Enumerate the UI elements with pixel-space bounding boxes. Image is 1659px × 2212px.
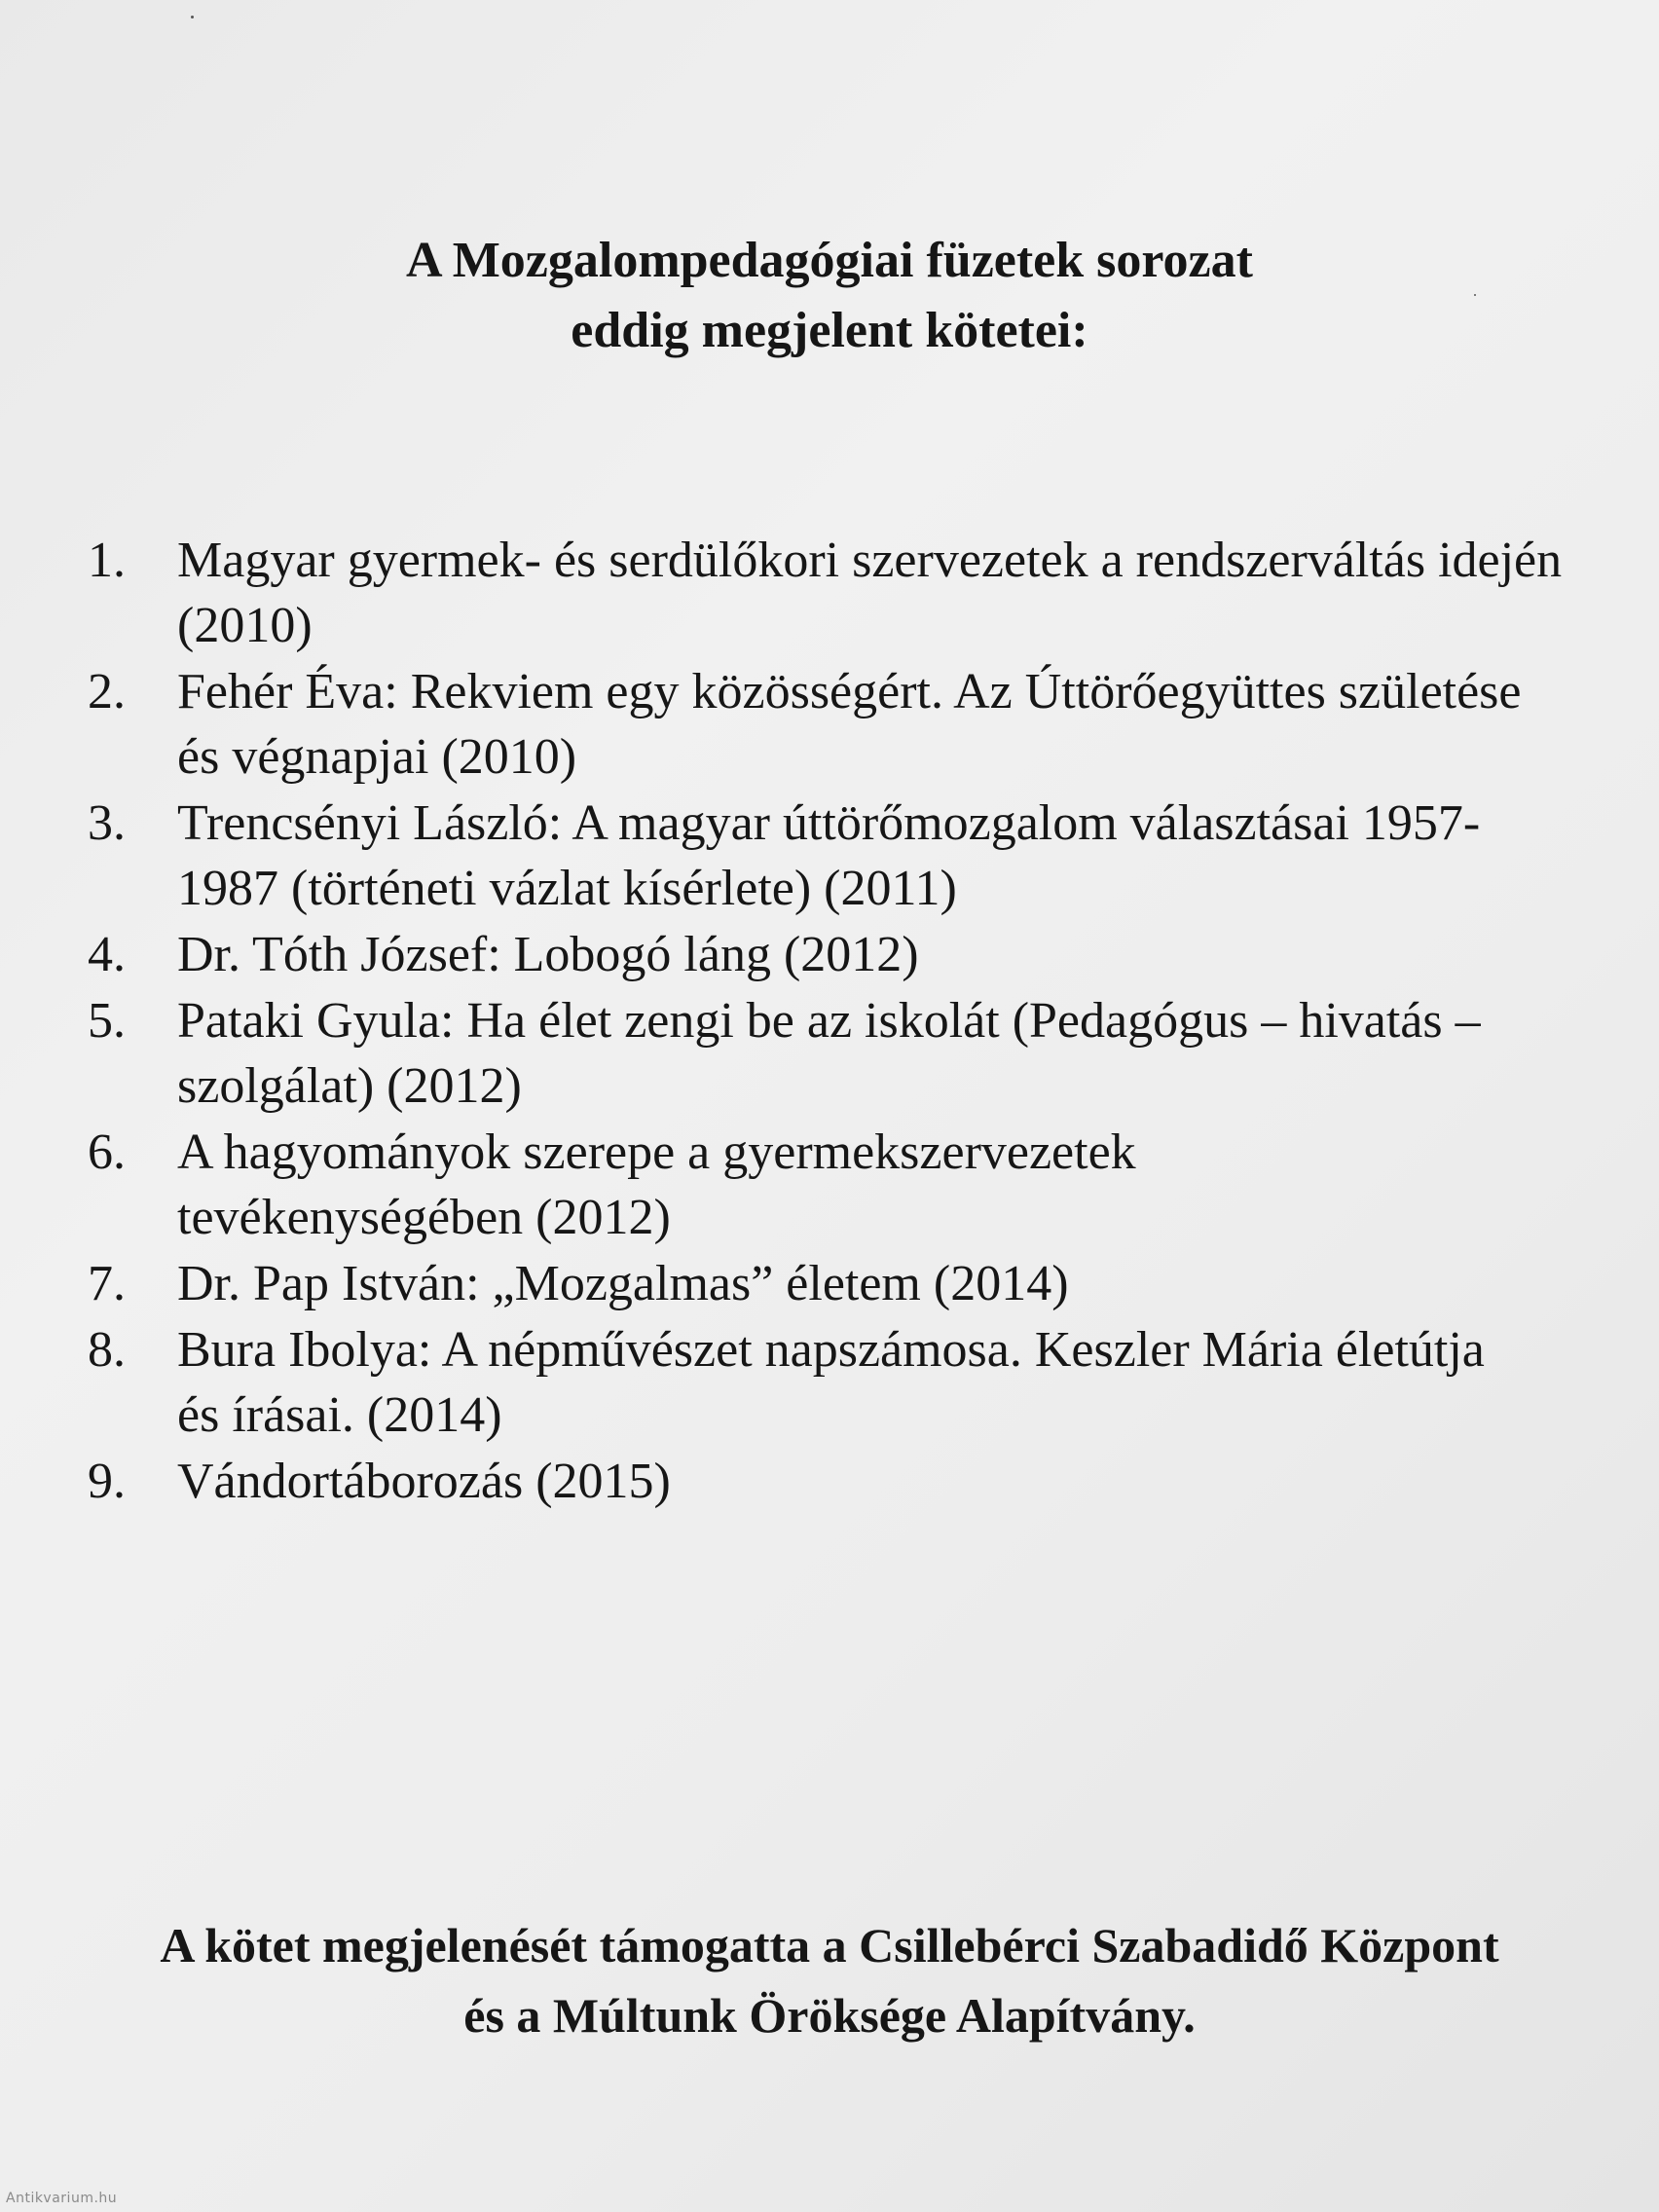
item-text: Dr. Pap István: „Mozgalmas” életem (2014) xyxy=(177,1256,1069,1311)
watermark: Antikvarium.hu xyxy=(6,2191,118,2206)
item-number: 9. xyxy=(88,1454,126,1509)
sponsor-note xyxy=(0,1910,1659,2050)
item-number: 7. xyxy=(88,1256,126,1311)
heading-line-1: A Mozgalompedagógiai füzetek sorozat xyxy=(406,233,1253,288)
item-text: Pataki Gyula: Ha élet zengi be az iskolát (Pedagógus – hivatás – szolgálat) (2012) xyxy=(177,993,1481,1114)
item-number: 5. xyxy=(88,993,126,1049)
list-item xyxy=(88,1251,1606,1316)
item-number: 8. xyxy=(88,1322,126,1378)
item-text: A hagyományok szerepe a gyermekszervezetek tevékenységében (2012) xyxy=(177,1124,1136,1245)
item-number: 6. xyxy=(88,1124,126,1180)
item-text: Bura Ibolya: A népművészet napszámosa. Keszler Mária életútja és írásai. (2014) xyxy=(177,1322,1485,1443)
item-number: 2. xyxy=(88,664,126,719)
list-item xyxy=(88,922,1606,987)
heading-line-2: eddig megjelent kötetei: xyxy=(571,303,1088,358)
list-item xyxy=(88,1120,1606,1250)
list-item xyxy=(88,659,1606,790)
list-item xyxy=(88,988,1606,1119)
item-number: 1. xyxy=(88,533,126,588)
sponsor-line-1: A kötet megjelenését támogatta a Csillebérci Szabadidő Központ xyxy=(160,1918,1499,1972)
paper-speck xyxy=(191,16,194,18)
item-text: Dr. Tóth József: Lobogó láng (2012) xyxy=(177,927,919,982)
item-text: Vándortáborozás (2015) xyxy=(177,1454,671,1509)
volume-list xyxy=(88,528,1606,1515)
list-item xyxy=(88,528,1606,658)
item-text: Magyar gyermek- és serdülőkori szervezetek a rendszerváltás idején (2010) xyxy=(177,533,1563,653)
series-heading xyxy=(0,226,1659,366)
sponsor-line-2: és a Múltunk Öröksége Alapítvány. xyxy=(463,1988,1196,2043)
item-text: Fehér Éva: Rekviem egy közösségért. Az Úttörőegyüttes születése és végnapjai (2010) xyxy=(177,664,1522,785)
item-number: 4. xyxy=(88,927,126,982)
list-item xyxy=(88,1317,1606,1448)
item-number: 3. xyxy=(88,795,126,851)
item-text: Trencsényi László: A magyar úttörőmozgalom választásai 1957-1987 (történeti vázlat kísérlete) (2011) xyxy=(177,795,1481,916)
list-item xyxy=(88,1449,1606,1514)
list-item xyxy=(88,791,1606,921)
